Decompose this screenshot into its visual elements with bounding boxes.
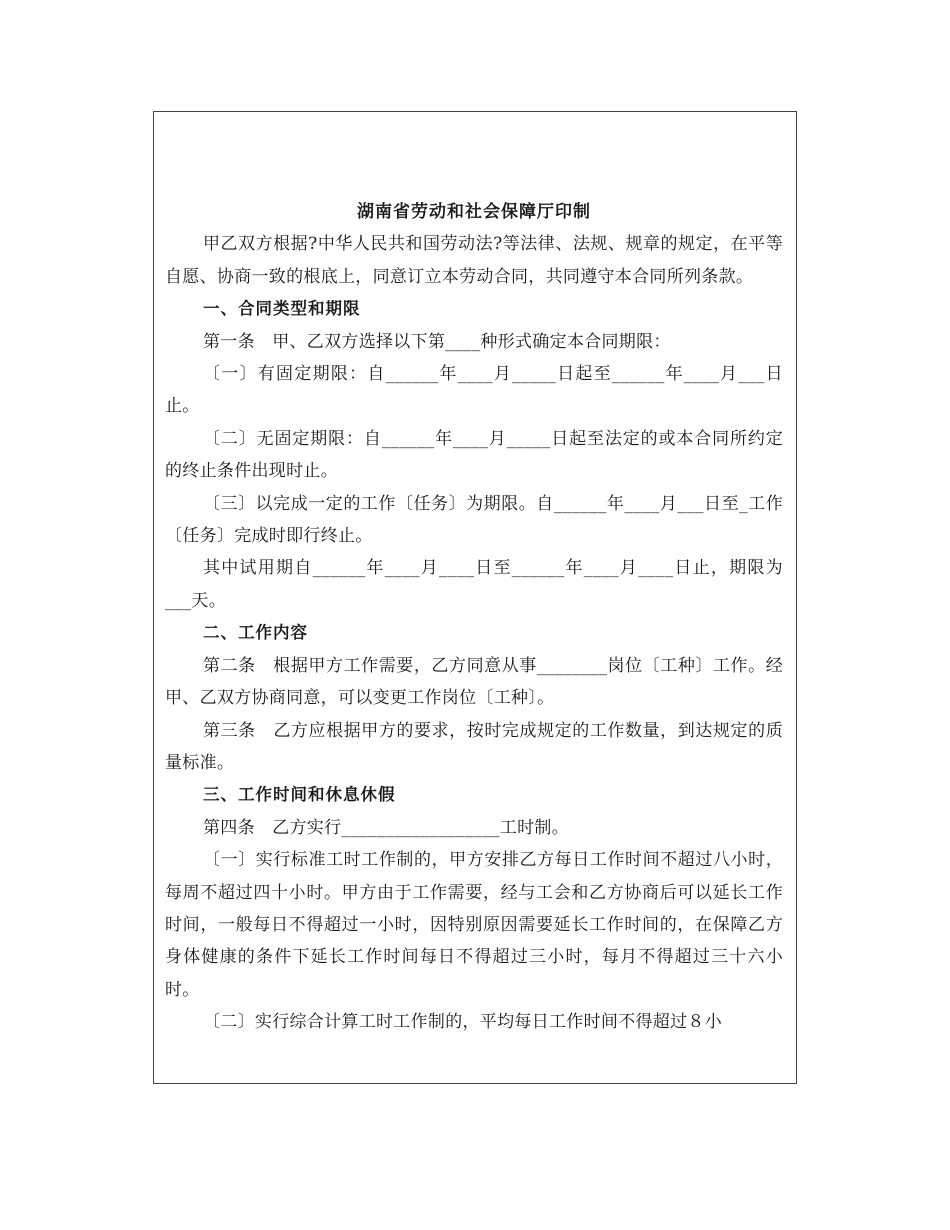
article-1: 第一条 甲、乙双方选择以下第____种形式确定本合同期限： [203, 331, 671, 352]
article-1-option-1: 〔一〕有固定期限：自______年____月_____日起至______年____月___日止。 [165, 364, 783, 417]
article-4: 第四条 乙方实行__________________工时制。 [203, 817, 569, 838]
document-title: 湖南省劳动和社会保障厅印制 [357, 202, 591, 222]
section-heading-2: 二、工作内容 [203, 623, 308, 643]
probation-paragraph: 其中试用期自______年____月____日至______年____月____日止，期限为___天。 [165, 558, 783, 611]
contract-body [165, 196, 783, 1039]
article-2: 第二条 根据甲方工作需要，乙方同意从事________岗位〔工种〕工作。经甲、乙双方协商同意，可以变更工作岗位〔工种〕。 [165, 655, 783, 709]
article-4-clause-2: 〔二〕实行综合计算工时工作制的，平均每日工作时间不得超过８小 [203, 1012, 722, 1033]
preamble-paragraph: 甲乙双方根据?中华人民共和国劳动法?等法律、法规、规章的规定，在平等自愿、协商一致的根底上，同意订立本劳动合同，共同遵守本合同所列条款。 [165, 234, 783, 287]
article-1-option-2: 〔二〕无固定期限：自______年____月_____日起至法定的或本合同所约定的终止条件出现时止。 [165, 428, 783, 482]
section-heading-1: 一、合同类型和期限 [203, 299, 361, 319]
article-4-clause-1: 〔一〕实行标准工时工作制的，甲方安排乙方每日工作时间不超过八小时，每周不超过四十小时。甲方由于工作需要，经与工会和乙方协商后可以延长工作时间，一般每日不得超过一小时，因特别原因需要延长工作时间的，在保障乙方身体健康的条件下延长工作时间每日不得超过三小时，每月不得超过三十六小时。 [165, 850, 783, 1000]
article-1-option-3: 〔三〕以完成一定的工作〔任务〕为期限。自______年____月___日至_工作〔任务〕完成时即行终止。 [165, 493, 783, 547]
section-heading-3: 三、工作时间和休息休假 [203, 785, 396, 805]
article-3: 第三条 乙方应根据甲方的要求，按时完成规定的工作数量，到达规定的质量标准。 [165, 720, 783, 773]
